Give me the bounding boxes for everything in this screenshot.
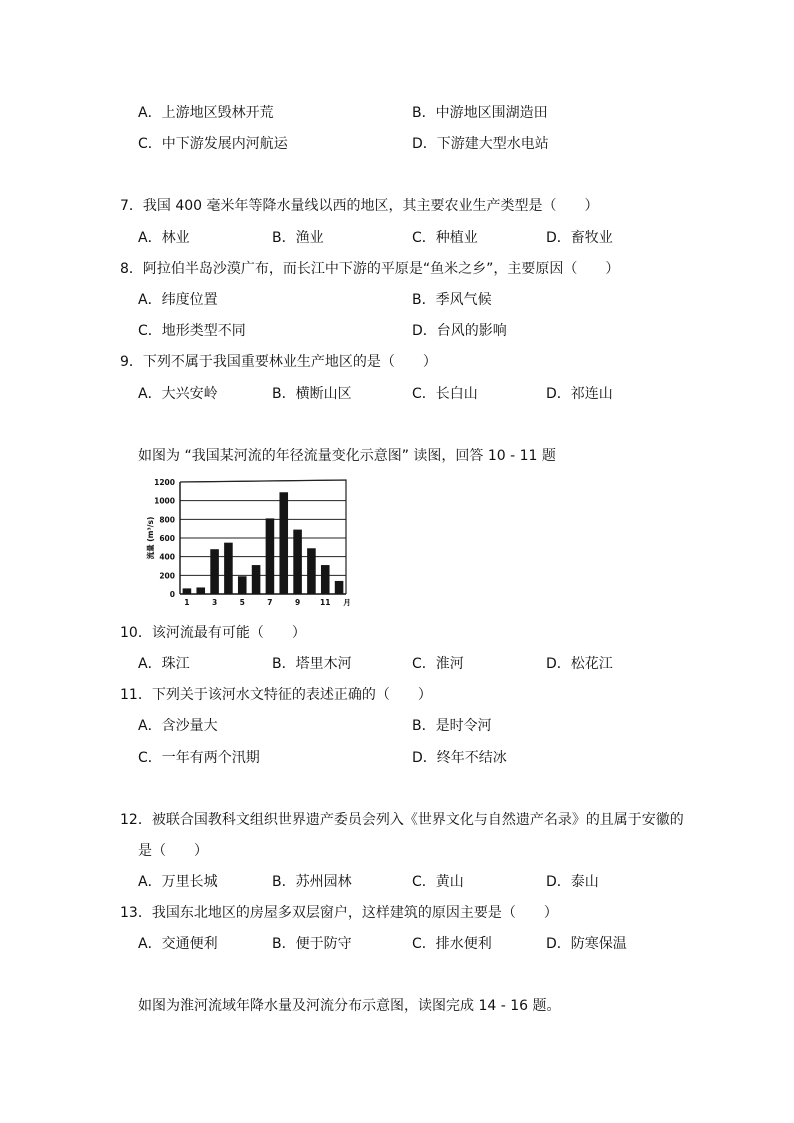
q12-option-a: A．万里长城 xyxy=(138,874,218,890)
y-axis-label: 流量 (m³/s) xyxy=(146,516,155,560)
q7-option-a: A．林业 xyxy=(138,230,190,246)
q13-option-a: A．交通便利 xyxy=(138,936,218,952)
gridline xyxy=(180,480,346,482)
runoff-chart-svg xyxy=(140,472,365,614)
q10-stem: 10．该河流最有可能（ ） xyxy=(120,625,306,641)
bar xyxy=(224,543,233,594)
q12-option-c: C．黄山 xyxy=(412,874,464,890)
bar xyxy=(252,565,261,594)
bar xyxy=(266,518,275,594)
y-tick-label: 200 xyxy=(159,571,175,581)
q7-stem: 7．我国 400 毫米年等降水量线以西的地区，其主要农业生产类型是（ ） xyxy=(120,198,599,214)
q13-stem: 13．我国东北地区的房屋多双层窗户，这样建筑的原因主要是（ ） xyxy=(120,905,558,921)
q9-option-c: C．长白山 xyxy=(412,386,478,402)
y-tick-label: 400 xyxy=(159,552,175,562)
intro-14-16: 如图为淮河流域年降水量及河流分布示意图，读图完成 14 - 16 题。 xyxy=(138,998,561,1014)
x-tick-label: 9 xyxy=(294,598,301,607)
bar xyxy=(183,588,192,594)
bar xyxy=(293,530,302,594)
q8-stem: 8．阿拉伯半岛沙漠广布，而长江中下游的平原是“鱼米之乡”，主要原因（ ） xyxy=(120,261,620,277)
bar xyxy=(335,581,344,594)
q6-option-b: B．中游地区围湖造田 xyxy=(412,105,548,121)
bar xyxy=(196,587,205,594)
q11-option-d: D．终年不结冰 xyxy=(412,750,507,766)
q9-option-a: A．大兴安岭 xyxy=(138,386,218,402)
y-tick-label: 1000 xyxy=(154,496,175,506)
q7-option-d: D．畜牧业 xyxy=(546,230,613,246)
q12-stem: 12．被联合国教科文组织世界遗产委员会列入《世界文化与自然遗产名录》的且属于安徽的 xyxy=(120,812,684,828)
q13-option-b: B．便于防守 xyxy=(272,936,352,952)
q6-option-d: D．下游建大型水电站 xyxy=(412,136,549,152)
q9-stem: 9．下列不属于我国重要林业生产地区的是（ ） xyxy=(120,354,437,370)
bar xyxy=(210,549,219,594)
runoff-chart xyxy=(140,472,365,614)
q7-option-c: C．种植业 xyxy=(412,230,478,246)
bar xyxy=(238,576,247,594)
bar xyxy=(321,565,330,594)
q8-option-c: C．地形类型不同 xyxy=(138,323,246,339)
x-unit-label: 月 xyxy=(343,598,351,607)
q12-option-b: B．苏州园林 xyxy=(272,874,352,890)
q13-option-c: C．排水便利 xyxy=(412,936,492,952)
q11-option-a: A．含沙量大 xyxy=(138,718,218,734)
bar xyxy=(307,548,316,594)
q13-option-d: D．防寒保温 xyxy=(546,936,627,952)
q11-stem: 11．下列关于该河水文特征的表述正确的（ ） xyxy=(120,687,432,703)
q10-option-c: C．淮河 xyxy=(412,656,464,672)
x-tick-label: 11 xyxy=(320,598,331,607)
x-tick-label: 3 xyxy=(211,598,218,607)
q11-option-b: B．是时令河 xyxy=(412,718,492,734)
q7-option-b: B．渔业 xyxy=(272,230,324,246)
q10-option-d: D．松花江 xyxy=(546,656,613,672)
x-tick-label: 1 xyxy=(184,598,190,607)
y-tick-label: 0 xyxy=(169,590,175,599)
q6-option-c: C．中下游发展内河航运 xyxy=(138,136,288,152)
y-tick-label: 1200 xyxy=(154,478,175,487)
q11-option-c: C．一年有两个汛期 xyxy=(138,750,260,766)
q12-stem-continued: 是（ ） xyxy=(138,843,208,859)
q12-option-d: D．泰山 xyxy=(546,874,599,890)
q8-option-a: A．纬度位置 xyxy=(138,292,218,308)
q9-option-b: B．横断山区 xyxy=(272,386,352,402)
q10-option-a: A．珠江 xyxy=(138,656,190,672)
x-tick-label: 7 xyxy=(267,598,273,607)
x-tick-label: 5 xyxy=(239,598,245,607)
y-tick-label: 800 xyxy=(159,515,175,525)
q6-option-a: A．上游地区毁林开荒 xyxy=(138,105,274,121)
q8-option-d: D．台风的影响 xyxy=(412,323,507,339)
bar xyxy=(279,492,288,594)
q9-option-d: D．祁连山 xyxy=(546,386,613,402)
y-tick-label: 600 xyxy=(159,534,175,543)
intro-10-11: 如图为 “我国某河流的年径流量变化示意图” 读图，回答 10 - 11 题 xyxy=(138,448,556,464)
q10-option-b: B．塔里木河 xyxy=(272,656,352,672)
q8-option-b: B．季风气候 xyxy=(412,292,492,308)
